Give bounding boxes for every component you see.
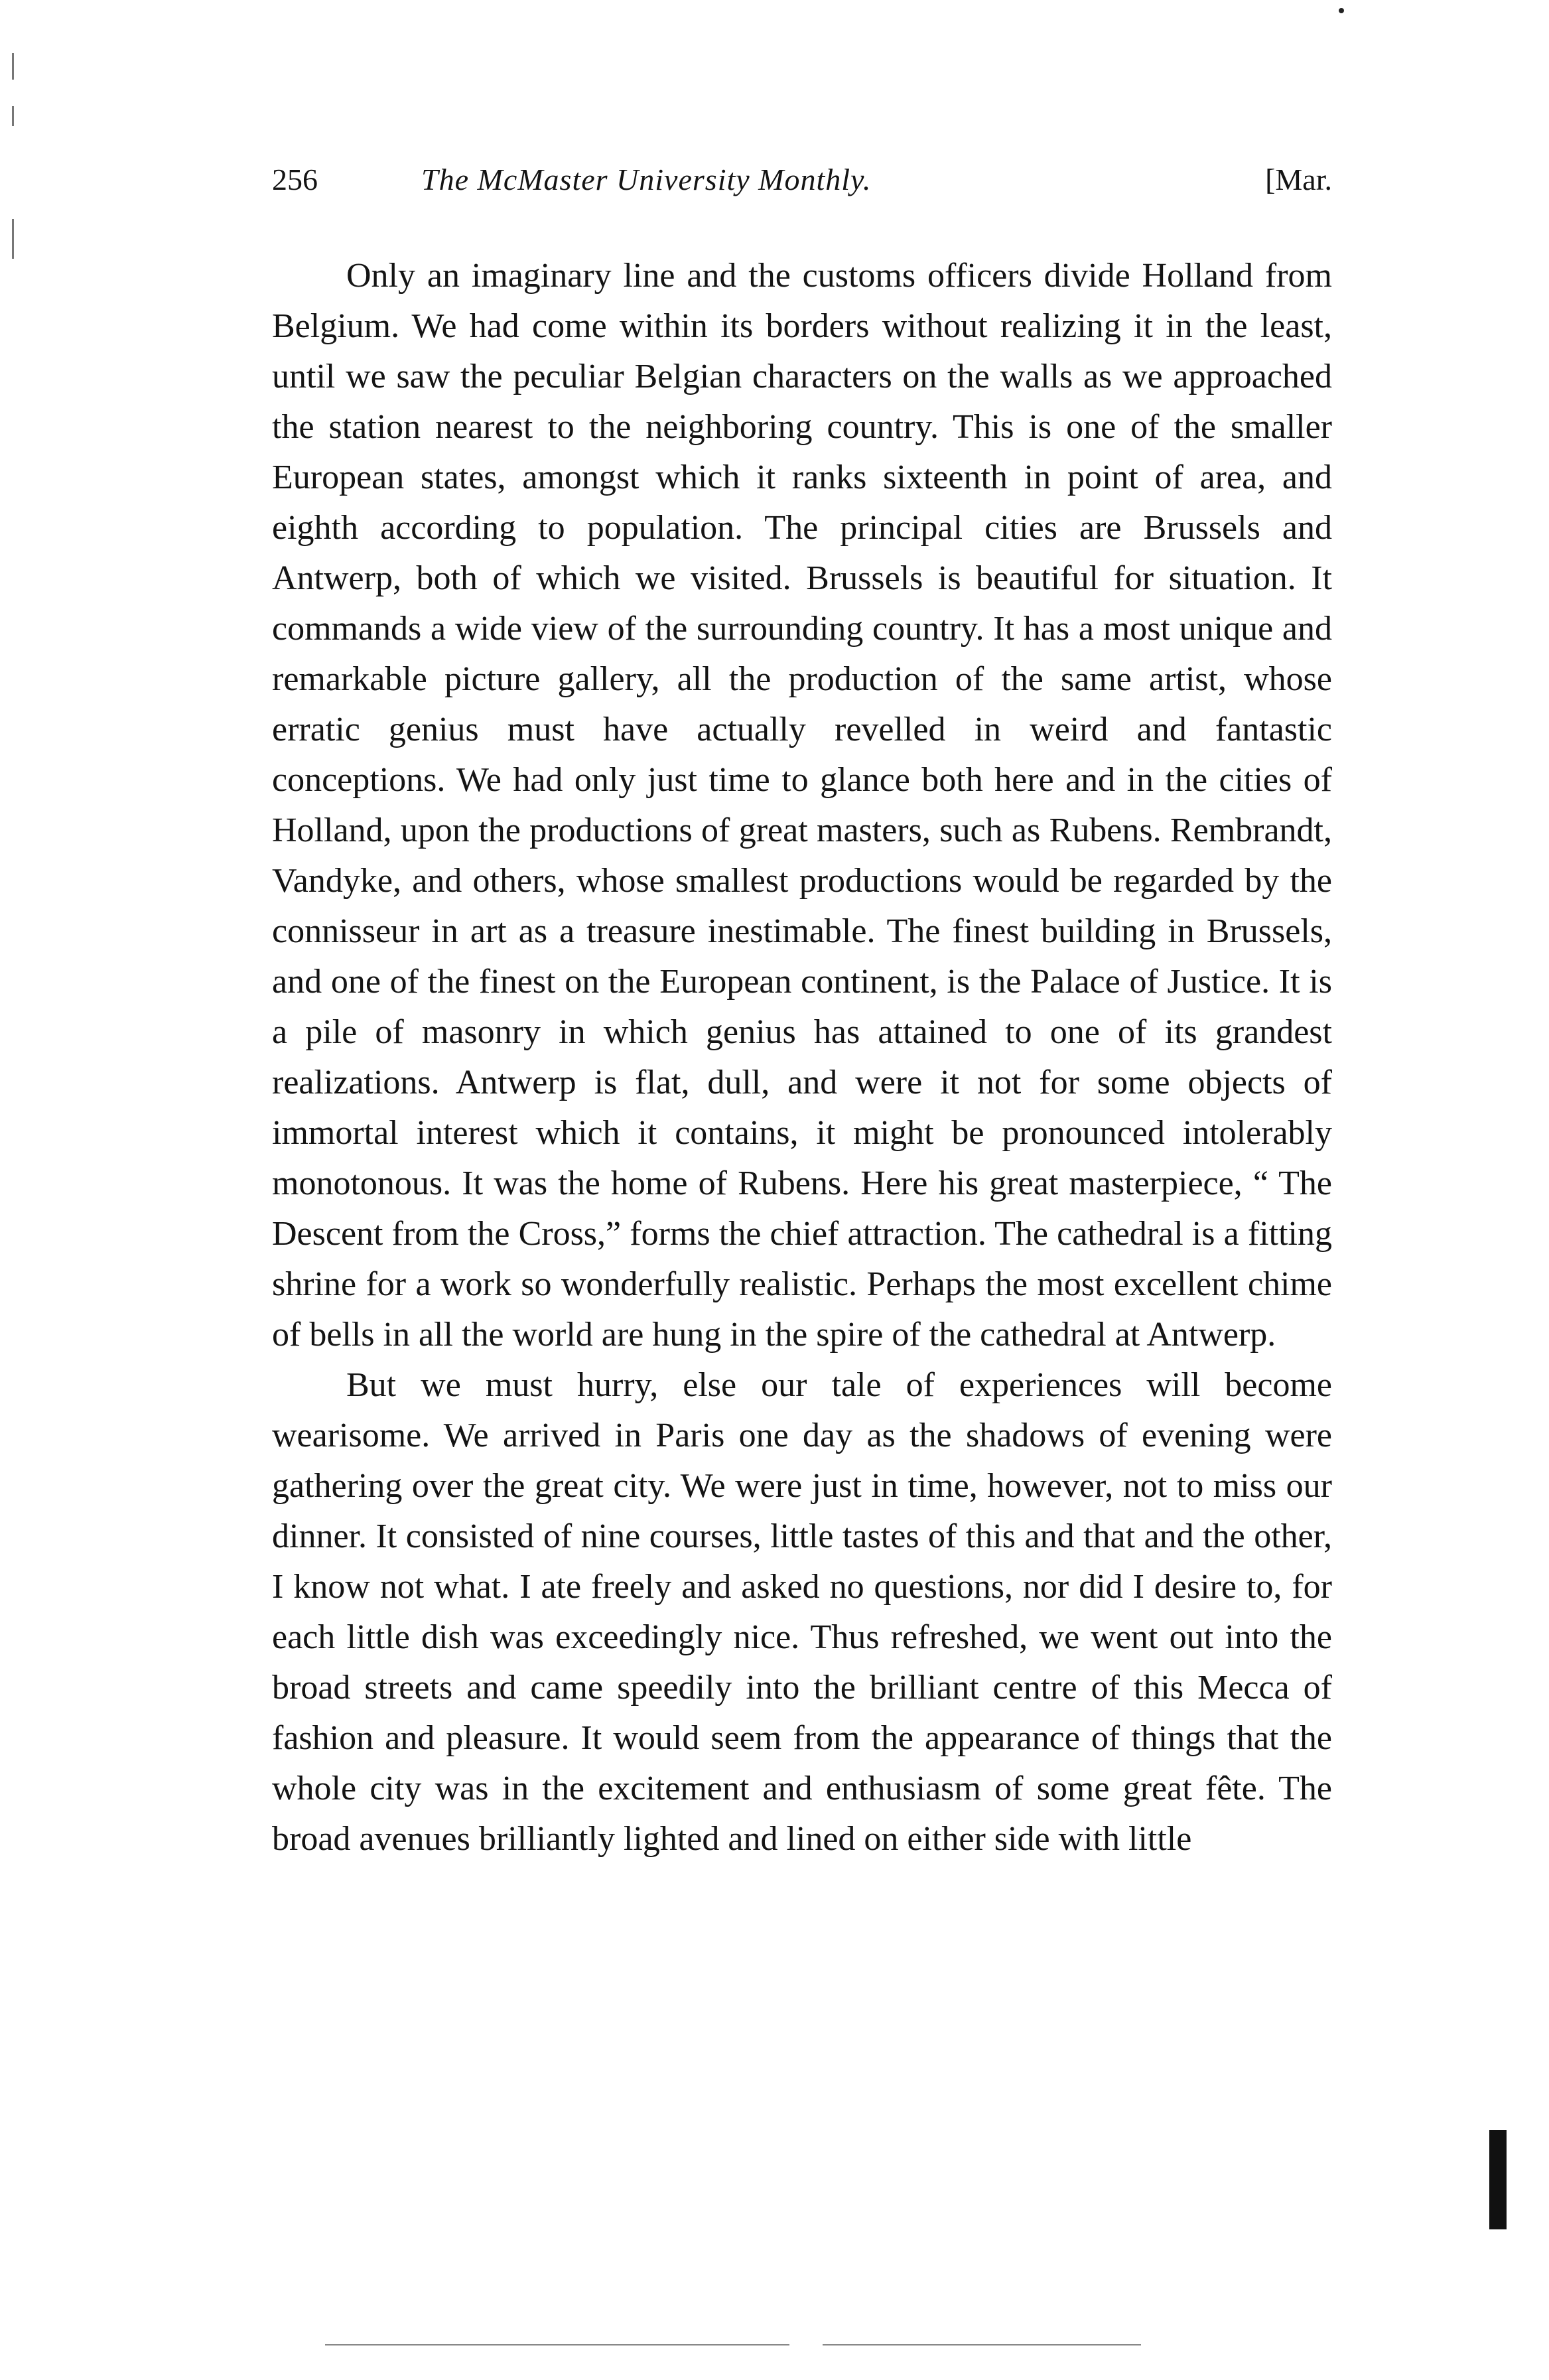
ink-speck bbox=[1339, 8, 1344, 13]
paragraph: Only an imaginary line and the customs officers divide Holland from Belgium. We had come within its borders without realizing it in the least, until we saw the peculiar Belgian characters on the walls as we approached the station nearest to the neighboring country. This is one of the smaller European states, amongst which it ranks sixteenth in point of area, and eighth according to population. The principal cities are Brussels and Antwerp, both of which we visited. Brussels is beautiful for situation. It commands a wide view of the surrounding country. It has a most unique and remarkable picture gallery, all the production of the same artist, whose erratic genius must have actually revelled in weird and fantastic conceptions. We had only just time to glance both here and in the cities of Holland, upon the productions of great masters, such as Rubens. Rembrandt, Vandyke, and others, whose smallest productions would be regarded by the connisseur in art as a treasure inestimable. The finest building in Brussels, and one of the finest on the European continent, is the Palace of Justice. It is a pile of masonry in which genius has attained to one of its grandest realizations. Antwerp is flat, dull, and were it not for some objects of immortal interest which it contains, it might be pronounced intolerably monotonous. It was the home of Rubens. Here his great masterpiece, “ The Descent from the Cross,” forms the chief attraction. The cathedral is a fitting shrine for a work so wonderfully realistic. Perhaps the most excellent chime of bells in all the world are hung in the spire of the cathedral at Antwerp. bbox=[272, 257, 1332, 1354]
paragraph: But we must hurry, else our tale of experiences will become wearisome. We arrived in Paris one day as the shadows of evening were gathering over the great city. We were just in time, however, not to miss our dinner. It consisted of nine courses, little tastes of this and that and the other, I know not what. I ate freely and asked no questions, nor did I desire to, for each little dish was exceedingly nice. Thus refreshed, we went out into the broad streets and came speedily into the brilliant centre of this Mecca of fashion and pleasure. It would seem from the appearance of things that the whole city was in the excitement and enthusiasm of some great fête. The broad avenues brilliantly lighted and lined on either side with little bbox=[272, 1366, 1332, 1858]
scan-edge-mark bbox=[12, 219, 14, 259]
running-title: The McMaster University Monthly. bbox=[421, 163, 872, 196]
scan-bottom-line bbox=[325, 2344, 789, 2345]
scan-edge-mark bbox=[12, 53, 14, 80]
issue-month: [Mar. bbox=[1265, 163, 1332, 196]
scan-edge-mark bbox=[12, 106, 14, 126]
article-body bbox=[272, 251, 1332, 1864]
page-number: 256 bbox=[272, 163, 318, 196]
page-header bbox=[272, 157, 1332, 203]
scan-bottom-line bbox=[823, 2344, 1141, 2345]
binding-margin-mark bbox=[1489, 2130, 1507, 2229]
